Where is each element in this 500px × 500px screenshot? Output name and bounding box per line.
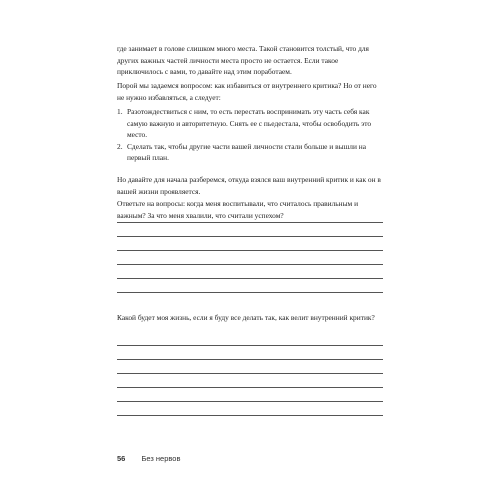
page-footer bbox=[117, 454, 180, 463]
list-item-number: 1. bbox=[117, 107, 123, 116]
question-1-text: Ответьте на вопросы: когда меня воспитывали, что считалось правильным и важным? За что меня хвалили, что считали успехом? bbox=[117, 199, 359, 220]
answer-line[interactable] bbox=[117, 264, 383, 265]
paragraph-3 bbox=[117, 174, 383, 197]
answer-line[interactable] bbox=[117, 250, 383, 251]
answer-lines-1[interactable] bbox=[117, 222, 383, 306]
answer-line[interactable] bbox=[117, 236, 383, 237]
answer-line[interactable] bbox=[117, 345, 383, 346]
question-1 bbox=[117, 198, 383, 221]
book-title: Без нервов bbox=[141, 454, 181, 463]
answer-line[interactable] bbox=[117, 373, 383, 374]
answer-line[interactable] bbox=[117, 278, 383, 279]
answer-line[interactable] bbox=[117, 359, 383, 360]
paragraph-3-text: Но давайте для начала разберемся, откуда взялся ваш внутренний критик и как он в вашей жизни проявляется. bbox=[117, 175, 381, 196]
answer-line[interactable] bbox=[117, 292, 383, 293]
answer-line[interactable] bbox=[117, 415, 383, 416]
question-2 bbox=[117, 312, 383, 324]
list-item bbox=[117, 141, 383, 164]
paragraph-2 bbox=[117, 80, 383, 103]
paragraph-1-text: где занимает в голове слишком много места. Такой становится толстый, что для других важных частей личности места просто не остается. Если такое приключилось с вами, то давайте над этим поработаем. bbox=[117, 44, 369, 76]
list-item bbox=[117, 106, 383, 141]
numbered-list bbox=[117, 106, 383, 164]
paragraph-1 bbox=[117, 43, 383, 78]
list-item-text: Разотождествиться с ним, то есть перестать воспринимать эту часть себя как самую важную и авторитетную. Снять ее с пьедестала, чтобы освободить это место. bbox=[127, 107, 372, 139]
page-number: 56 bbox=[117, 454, 126, 463]
list-item-number: 2. bbox=[117, 141, 123, 151]
answer-line[interactable] bbox=[117, 222, 383, 223]
list-item-text: Сделать так, чтобы другие части вашей личности стали больше и вышли на первый план. bbox=[127, 141, 366, 162]
answer-lines-2[interactable] bbox=[117, 345, 383, 429]
question-2-text: Какой будет моя жизнь, если я буду все делать так, как велит внутренний критик? bbox=[117, 313, 375, 322]
answer-line[interactable] bbox=[117, 401, 383, 402]
answer-line[interactable] bbox=[117, 387, 383, 388]
paragraph-2-text: Порой мы задаемся вопросом: как избавиться от внутреннего критика? Но от него не нужно избавляться, а следует: bbox=[117, 81, 377, 102]
